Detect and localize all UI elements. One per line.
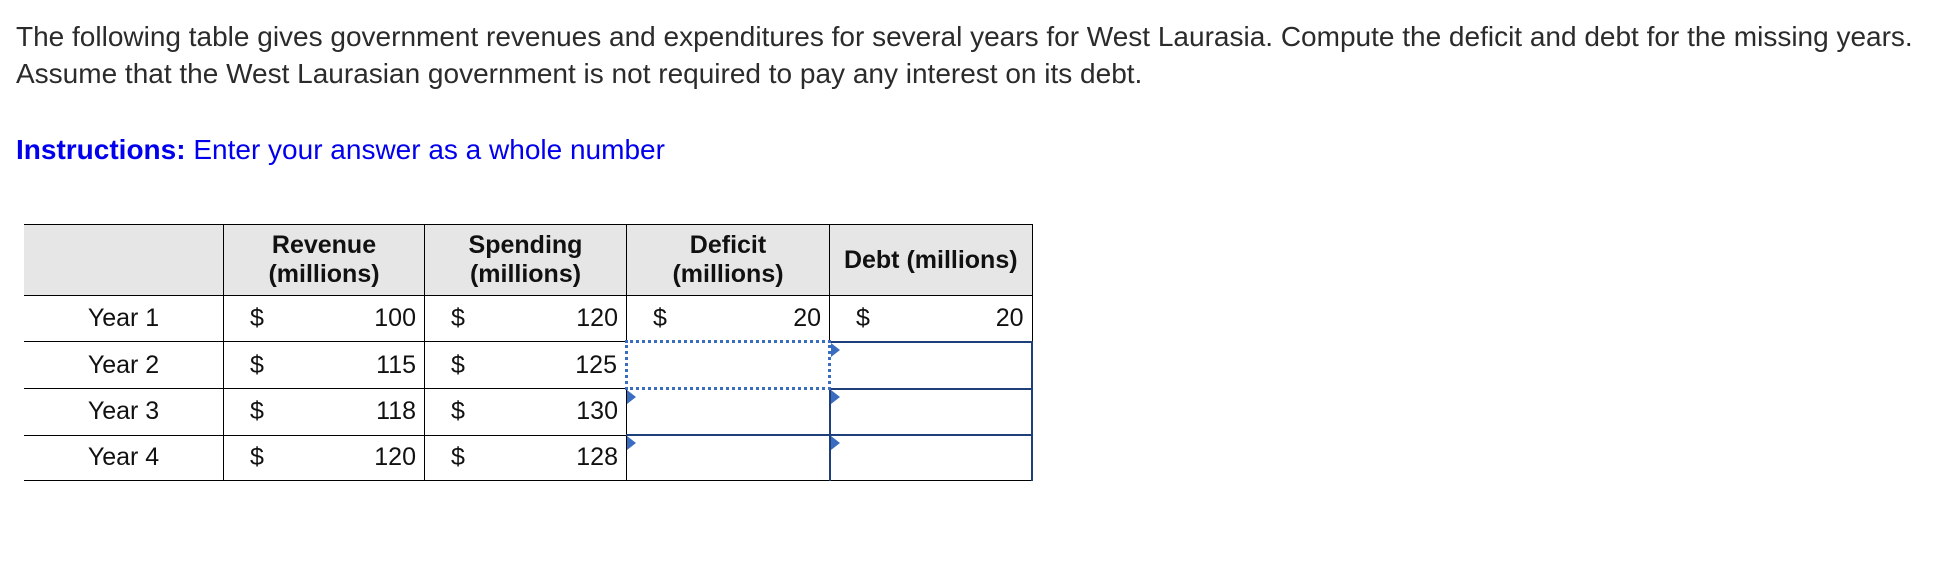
debt-cell bbox=[830, 296, 1033, 342]
currency-symbol: $ bbox=[250, 304, 264, 332]
deficit-input-year-3[interactable] bbox=[633, 391, 823, 433]
input-marker-icon bbox=[831, 436, 840, 450]
revenue-value: 100 bbox=[374, 304, 416, 332]
debt-input-year-4[interactable] bbox=[837, 437, 1026, 479]
instructions bbox=[16, 131, 665, 168]
table-row bbox=[24, 342, 1032, 389]
input-marker-icon bbox=[627, 390, 636, 404]
currency-symbol: $ bbox=[451, 397, 465, 426]
debt-input-cell bbox=[830, 389, 1033, 436]
spending-value: 120 bbox=[576, 304, 618, 332]
spending-cell bbox=[425, 435, 627, 481]
spending-value: 125 bbox=[575, 350, 617, 379]
table-row bbox=[24, 389, 1032, 436]
deficit-input-year-4[interactable] bbox=[633, 437, 823, 479]
header-spending: Spending (millions) bbox=[425, 225, 627, 296]
debt-input-cell bbox=[830, 342, 1033, 389]
header-deficit: Deficit (millions) bbox=[627, 225, 830, 296]
revenue-cell bbox=[224, 435, 425, 481]
currency-symbol: $ bbox=[653, 303, 667, 332]
question-text: The following table gives government revenues and expenditures for several years for West Laurasia. Compute the deficit and debt for the missing years. Assume that the West Laurasian government is not required to pay any interest on its debt. bbox=[16, 21, 1913, 89]
input-marker-icon bbox=[831, 343, 840, 357]
header-debt: Debt (millions) bbox=[830, 225, 1033, 296]
revenue-value: 120 bbox=[374, 443, 416, 472]
debt-input-year-3[interactable] bbox=[837, 391, 1026, 433]
year-label: Year 3 bbox=[24, 389, 224, 436]
currency-symbol: $ bbox=[250, 350, 264, 379]
table-row bbox=[24, 296, 1032, 342]
instructions-label: Instructions: bbox=[16, 134, 186, 165]
header-corner bbox=[24, 225, 224, 296]
debt-input-year-2[interactable] bbox=[837, 344, 1025, 386]
spending-cell bbox=[425, 296, 627, 342]
currency-symbol: $ bbox=[856, 303, 870, 332]
revenue-spending-table bbox=[24, 224, 1033, 481]
currency-symbol: $ bbox=[451, 443, 465, 472]
currency-symbol: $ bbox=[250, 443, 264, 472]
revenue-value: 115 bbox=[376, 350, 416, 379]
year-label: Year 2 bbox=[24, 342, 224, 389]
debt-input-cell bbox=[830, 435, 1033, 481]
revenue-cell bbox=[224, 296, 425, 342]
year-label: Year 1 bbox=[24, 296, 224, 342]
spending-cell bbox=[425, 342, 627, 389]
revenue-cell bbox=[224, 342, 425, 389]
spending-cell bbox=[425, 389, 627, 436]
deficit-value: 20 bbox=[793, 303, 821, 332]
deficit-input-year-2[interactable] bbox=[634, 344, 822, 386]
currency-symbol: $ bbox=[451, 350, 465, 379]
table-header-row bbox=[24, 225, 1032, 296]
revenue-value: 118 bbox=[376, 397, 416, 426]
table-row bbox=[24, 435, 1032, 481]
header-revenue: Revenue (millions) bbox=[224, 225, 425, 296]
currency-symbol: $ bbox=[451, 304, 465, 332]
input-marker-icon bbox=[831, 390, 840, 404]
deficit-input-cell bbox=[627, 389, 830, 436]
instructions-text: Enter your answer as a whole number bbox=[185, 134, 665, 165]
currency-symbol: $ bbox=[250, 397, 264, 426]
revenue-cell bbox=[224, 389, 425, 436]
year-label: Year 4 bbox=[24, 435, 224, 481]
deficit-input-cell bbox=[627, 435, 830, 481]
spending-value: 128 bbox=[576, 443, 618, 472]
deficit-cell bbox=[627, 296, 830, 342]
deficit-input-cell bbox=[627, 342, 830, 389]
input-marker-icon bbox=[627, 436, 636, 450]
debt-value: 20 bbox=[995, 303, 1024, 332]
spending-value: 130 bbox=[576, 397, 618, 426]
